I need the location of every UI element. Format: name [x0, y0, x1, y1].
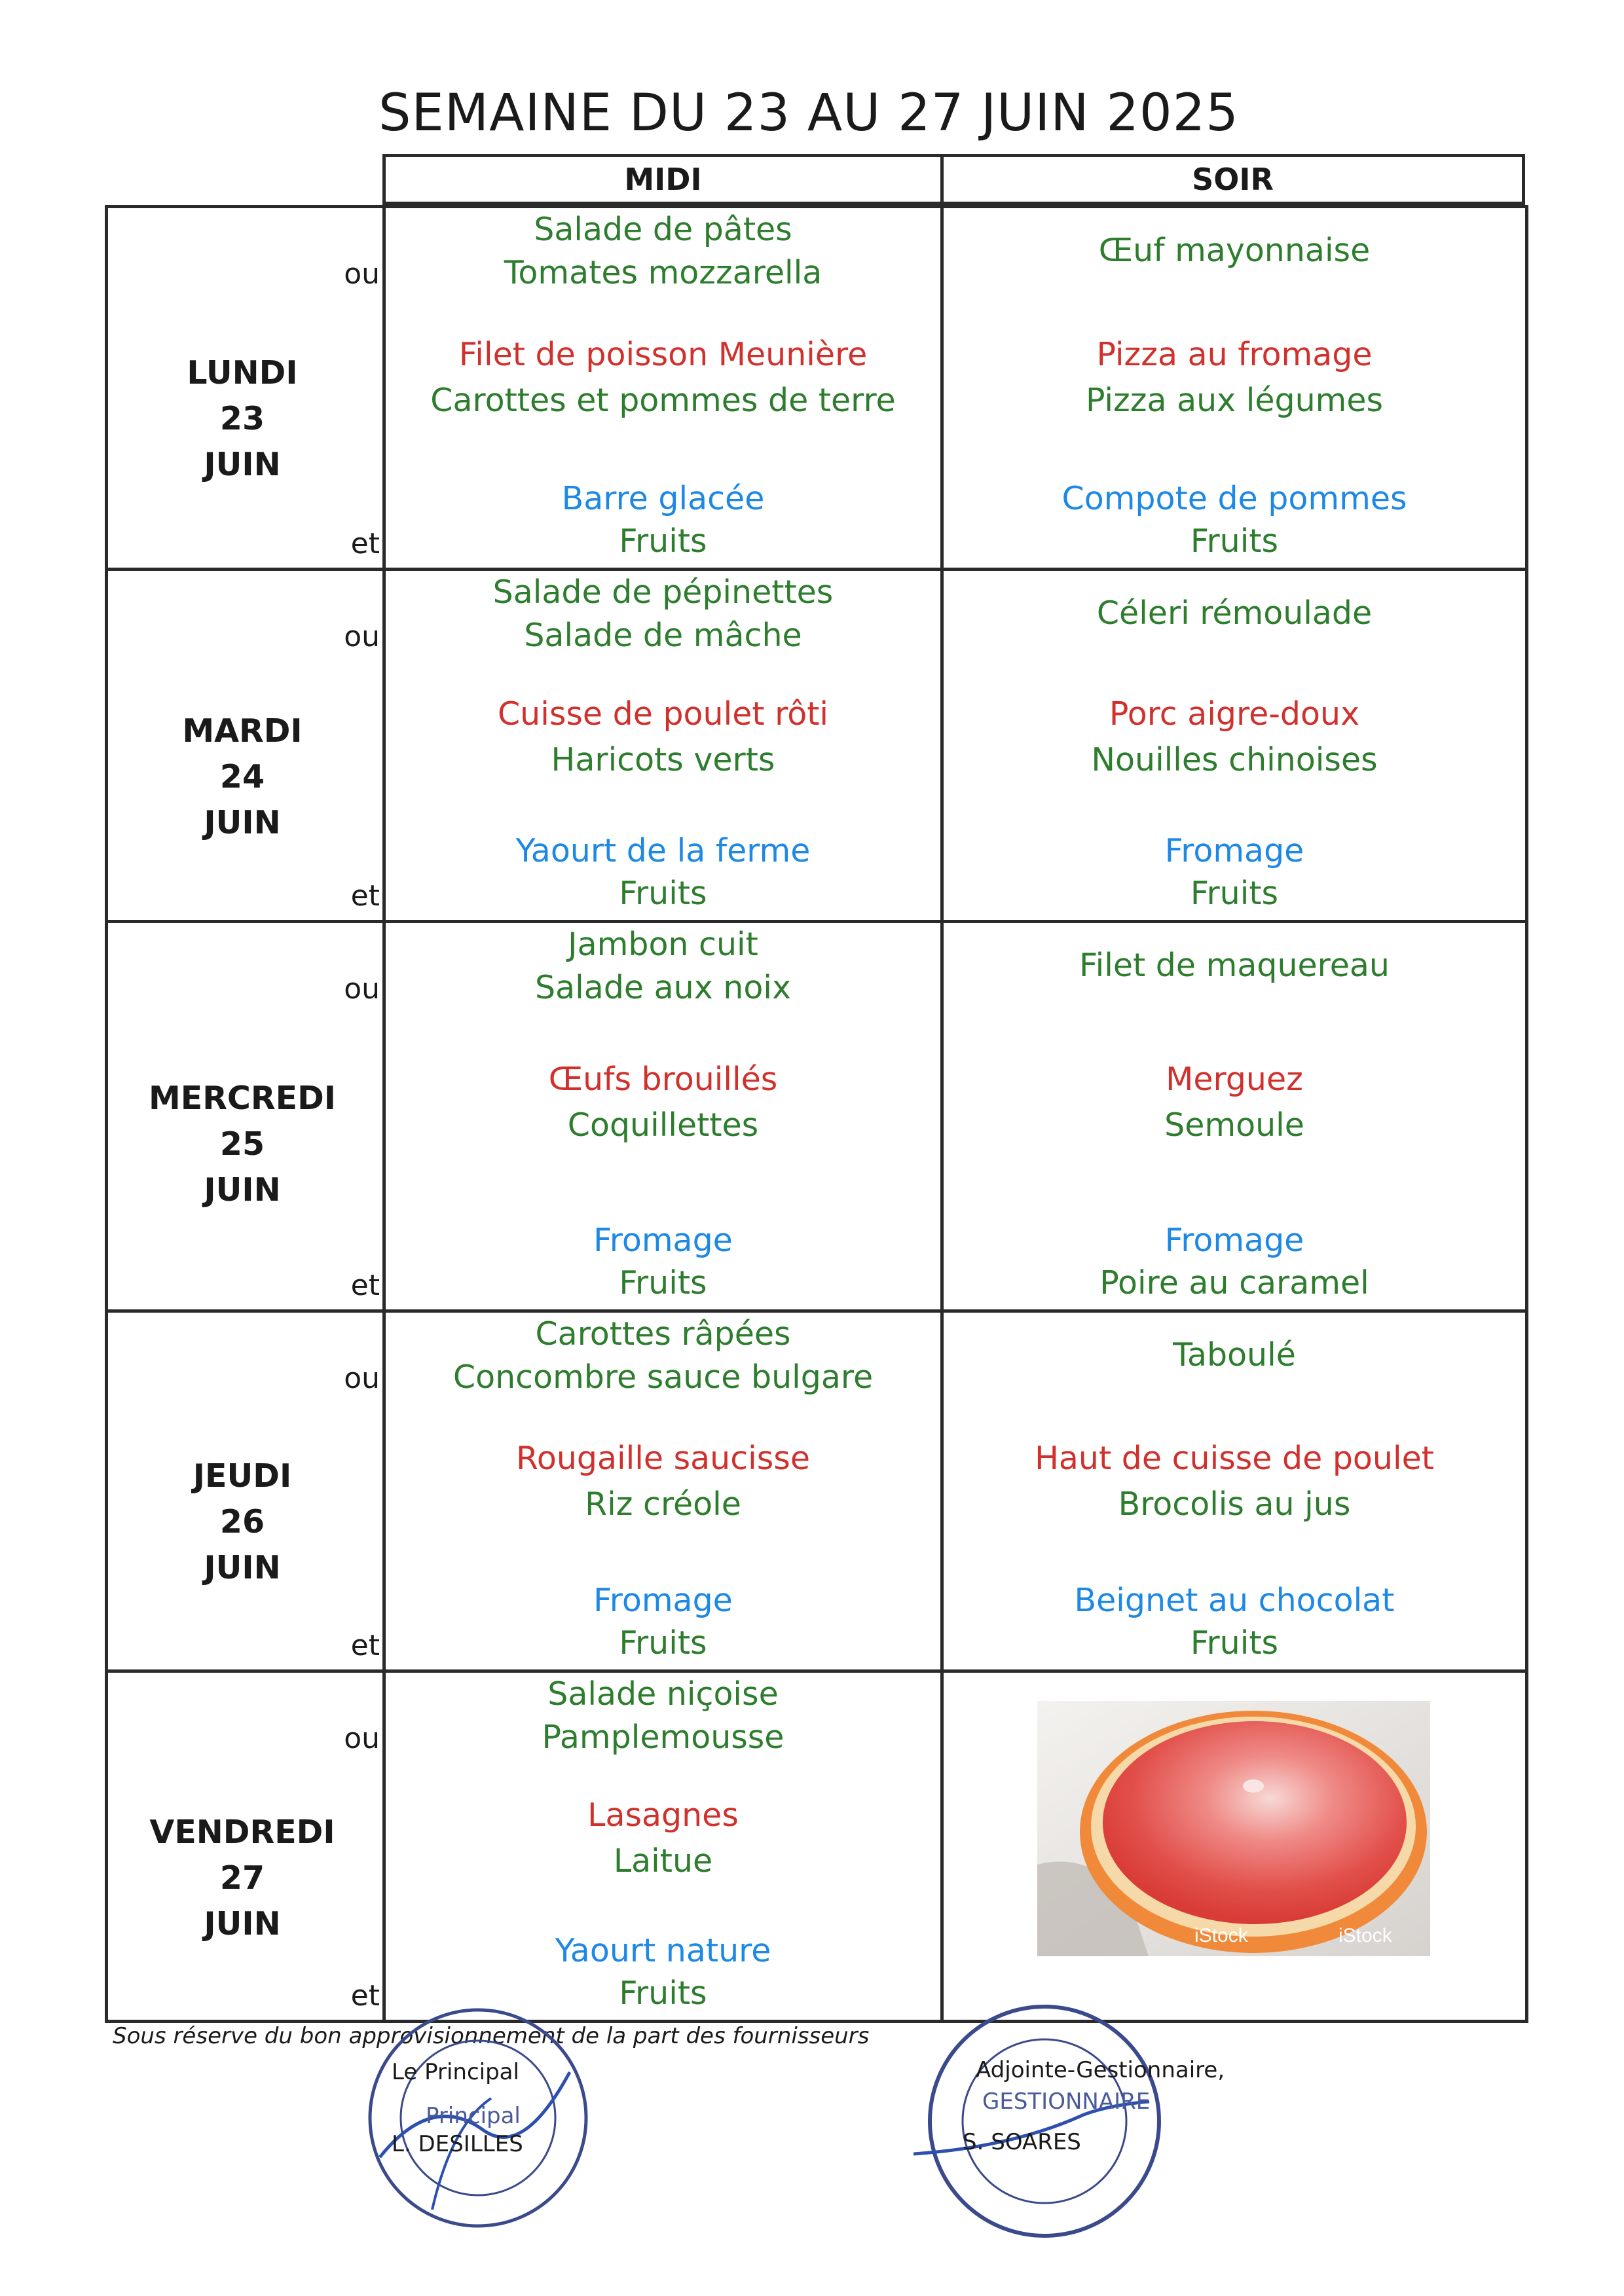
day-month: JUIN	[204, 445, 281, 483]
side-item: Carottes et pommes de terre	[430, 382, 896, 420]
main-item: Porc aigre-doux	[1109, 695, 1360, 733]
day-name: JEUDI	[193, 1457, 292, 1495]
main-item: Filet de poisson Meunière	[458, 336, 868, 374]
main-item: Œufs brouillés	[548, 1061, 778, 1099]
principal-name: L. DESILLES	[392, 2131, 523, 2157]
day-num: 27	[219, 1859, 265, 1897]
dessert-item: Fruits	[1190, 1624, 1279, 1662]
dessert-item: Fromage	[1164, 832, 1304, 869]
main-item: Rougaille saucisse	[516, 1440, 810, 1477]
dessert-item: Yaourt nature	[555, 1932, 771, 1969]
principal-title: Le Principal	[392, 2059, 519, 2085]
watermark-right: iStock	[1338, 1925, 1392, 1946]
main-item: Merguez	[1166, 1061, 1303, 1099]
day-label	[105, 1453, 380, 1591]
side-item: Riz créole	[585, 1485, 741, 1523]
watermark-left: iStock	[1194, 1925, 1248, 1946]
starter-item: Concombre sauce bulgare	[452, 1358, 874, 1396]
supply-disclaimer: Sous réserve du bon approvisionnement de la part des fournisseurs	[113, 2023, 870, 2049]
dessert-item: Barre glacée	[561, 480, 765, 517]
main-item: Pizza au fromage	[1096, 336, 1373, 374]
day-num: 24	[219, 758, 265, 796]
day-name: LUNDI	[187, 354, 298, 392]
day-num: 25	[219, 1125, 265, 1163]
day-num: 26	[219, 1503, 265, 1540]
connector-et: et	[350, 1269, 380, 1302]
main-item: Lasagnes	[587, 1796, 739, 1834]
dessert-item: Fruits	[619, 1624, 707, 1662]
side-item: Semoule	[1164, 1106, 1304, 1144]
side-item: Brocolis au jus	[1118, 1485, 1351, 1523]
table-border	[1525, 205, 1528, 2023]
connector-ou: ou	[344, 620, 380, 653]
header-soir: SOIR	[940, 154, 1525, 205]
dessert-item: Fromage	[593, 1582, 733, 1619]
dessert-item: Fruits	[619, 522, 707, 560]
starter-item: Céleri rémoulade	[1096, 594, 1373, 632]
starter-item: Pamplemousse	[542, 1719, 784, 1756]
starter-item: Œuf mayonnaise	[1098, 232, 1371, 269]
header-midi: MIDI	[382, 154, 944, 205]
starter-item: Salade de mâche	[524, 617, 802, 654]
starter-item: Salade aux noix	[535, 969, 791, 1006]
starter-item: Jambon cuit	[568, 926, 758, 963]
page-title: SEMAINE DU 23 AU 27 JUIN 2025	[378, 84, 1239, 143]
day-label	[105, 1810, 380, 1947]
dessert-item: Fruits	[1190, 875, 1279, 912]
day-label	[105, 350, 380, 488]
day-name: MARDI	[182, 712, 303, 750]
grapefruit-photo	[1037, 1701, 1430, 1956]
starter-item: Salade de pépinettes	[492, 574, 834, 611]
dessert-item: Fruits	[619, 1264, 707, 1302]
dessert-item: Yaourt de la ferme	[515, 832, 811, 869]
side-item: Pizza aux légumes	[1085, 382, 1384, 420]
midi-cell	[386, 1669, 940, 2020]
dessert-item: Fruits	[1190, 522, 1279, 560]
midi-cell	[386, 205, 940, 568]
day-month: JUIN	[204, 804, 281, 842]
day-month: JUIN	[204, 1905, 281, 1942]
main-item: Cuisse de poulet rôti	[497, 695, 829, 733]
main-item: Haut de cuisse de poulet	[1035, 1440, 1434, 1477]
day-month: JUIN	[204, 1171, 281, 1209]
principal-stamp-inner: Principal	[426, 2103, 521, 2129]
side-item: Haricots verts	[551, 740, 775, 778]
day-label	[105, 708, 380, 846]
gestionnaire-title: Adjointe-Gestionnaire,	[976, 2057, 1225, 2083]
day-name: MERCREDI	[148, 1080, 337, 1117]
midi-cell	[386, 920, 940, 1309]
dessert-item: Compote de pommes	[1061, 480, 1407, 517]
connector-ou: ou	[344, 972, 380, 1006]
soir-cell	[944, 1309, 1525, 1669]
soir-cell	[944, 205, 1525, 568]
midi-cell	[386, 1309, 940, 1669]
soir-cell	[944, 568, 1525, 920]
day-label	[105, 1076, 380, 1213]
side-item: Nouilles chinoises	[1091, 740, 1378, 778]
dessert-item: Fruits	[619, 1975, 707, 2012]
gestionnaire-stamp	[913, 1990, 1175, 2252]
starter-item: Salade de pâtes	[534, 211, 792, 248]
connector-et: et	[350, 1629, 380, 1662]
dessert-item: Fromage	[593, 1222, 733, 1259]
connector-ou: ou	[344, 1362, 380, 1395]
connector-et: et	[350, 879, 380, 913]
starter-item: Carottes râpées	[535, 1315, 791, 1353]
dessert-item: Fromage	[1164, 1222, 1304, 1259]
starter-item: Taboulé	[1173, 1336, 1296, 1374]
dessert-item: Beignet au chocolat	[1074, 1582, 1395, 1619]
connector-ou: ou	[344, 257, 380, 291]
starter-item: Tomates mozzarella	[504, 254, 822, 291]
connector-ou: ou	[344, 1722, 380, 1755]
starter-item: Filet de maquereau	[1079, 947, 1390, 984]
day-name: VENDREDI	[149, 1813, 335, 1851]
gestionnaire-stamp-inner: GESTIONNAIRE	[982, 2088, 1151, 2115]
gestionnaire-name: S. SOARES	[963, 2129, 1081, 2155]
dessert-item: Fruits	[619, 875, 707, 912]
day-month: JUIN	[204, 1549, 281, 1586]
day-num: 23	[219, 399, 265, 437]
connector-et: et	[350, 1979, 380, 2013]
midi-cell	[386, 568, 940, 920]
side-item: Coquillettes	[567, 1106, 759, 1144]
soir-cell	[944, 920, 1525, 1309]
side-item: Laitue	[613, 1842, 713, 1880]
starter-item: Salade niçoise	[547, 1675, 779, 1713]
connector-et: et	[350, 527, 380, 560]
dessert-item: Poire au caramel	[1099, 1264, 1369, 1302]
